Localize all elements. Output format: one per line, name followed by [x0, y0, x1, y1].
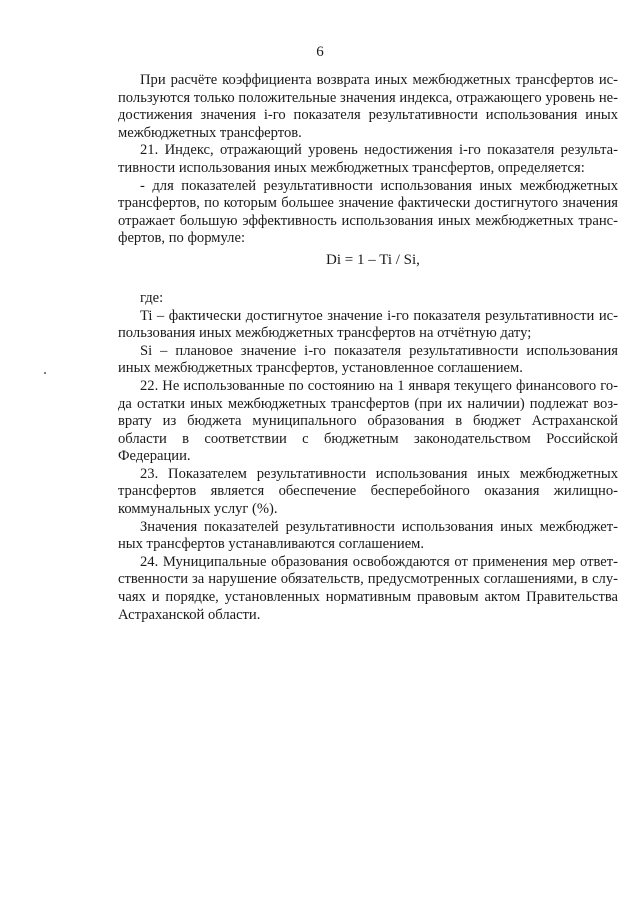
si-definition: Si – плановое значение i-го показателя результативности использования иных межбюджетных трансфертов, установленное соглашением. — [118, 342, 618, 377]
paragraph-21: 21. Индекс, отражающий уровень недостижения i-го показателя результативности использования иных межбюджетных трансфертов, определяется: — [118, 142, 618, 176]
paragraph-22: 22. Не использованные по состоянию на 1 января текущего финансового года остатки иных межбюджетных трансфертов (при их наличии) подлежат возврату из бюджета муниципального образования в бюджет Астраханской области в соответствии с бюджетным законодательством Российской Федерации. — [118, 377, 618, 465]
where-label: где: — [140, 289, 164, 306]
scan-speck — [44, 372, 46, 374]
formula: Di = 1 – Ti / Si, — [326, 251, 420, 268]
paragraph-21-item: - для показателей результативности использования иных межбюджетных трансфертов, по которым большее значение фактически достигнутого значения отражает большую эффективность использования иных межбюджетных трансфертов, по формуле: — [118, 177, 618, 247]
ti-definition: Ti – фактически достигнутое значение i-го показателя результативности использования иных межбюджетных трансфертов на отчётную дату; — [118, 307, 618, 342]
document-body — [118, 72, 618, 624]
paragraph-24: 24. Муниципальные образования освобождаются от применения мер ответственности за нарушение обязательств, предусмотренных соглашениями, в случаях и порядке, установленных нормативным правовым актом Правительства Астраханской области. — [118, 553, 618, 623]
paragraph-return-coefficient: При расчёте коэффициента возврата иных межбюджетных трансфертов используются только положительные значения индекса, отражающего уровень недостижения значения i-го показателя результативности использования иных межбюджетных трансфертов. — [118, 72, 618, 141]
paragraph-23-values: Значения показателей результативности использования иных межбюджетных трансфертов устанавливаются соглашением. — [118, 518, 618, 553]
paragraph-23: 23. Показателем результативности использования иных межбюджетных трансфертов является обеспечение бесперебойного оказания жилищно-коммунальных услуг (%). — [118, 465, 618, 518]
page-number: 6 — [316, 44, 324, 60]
